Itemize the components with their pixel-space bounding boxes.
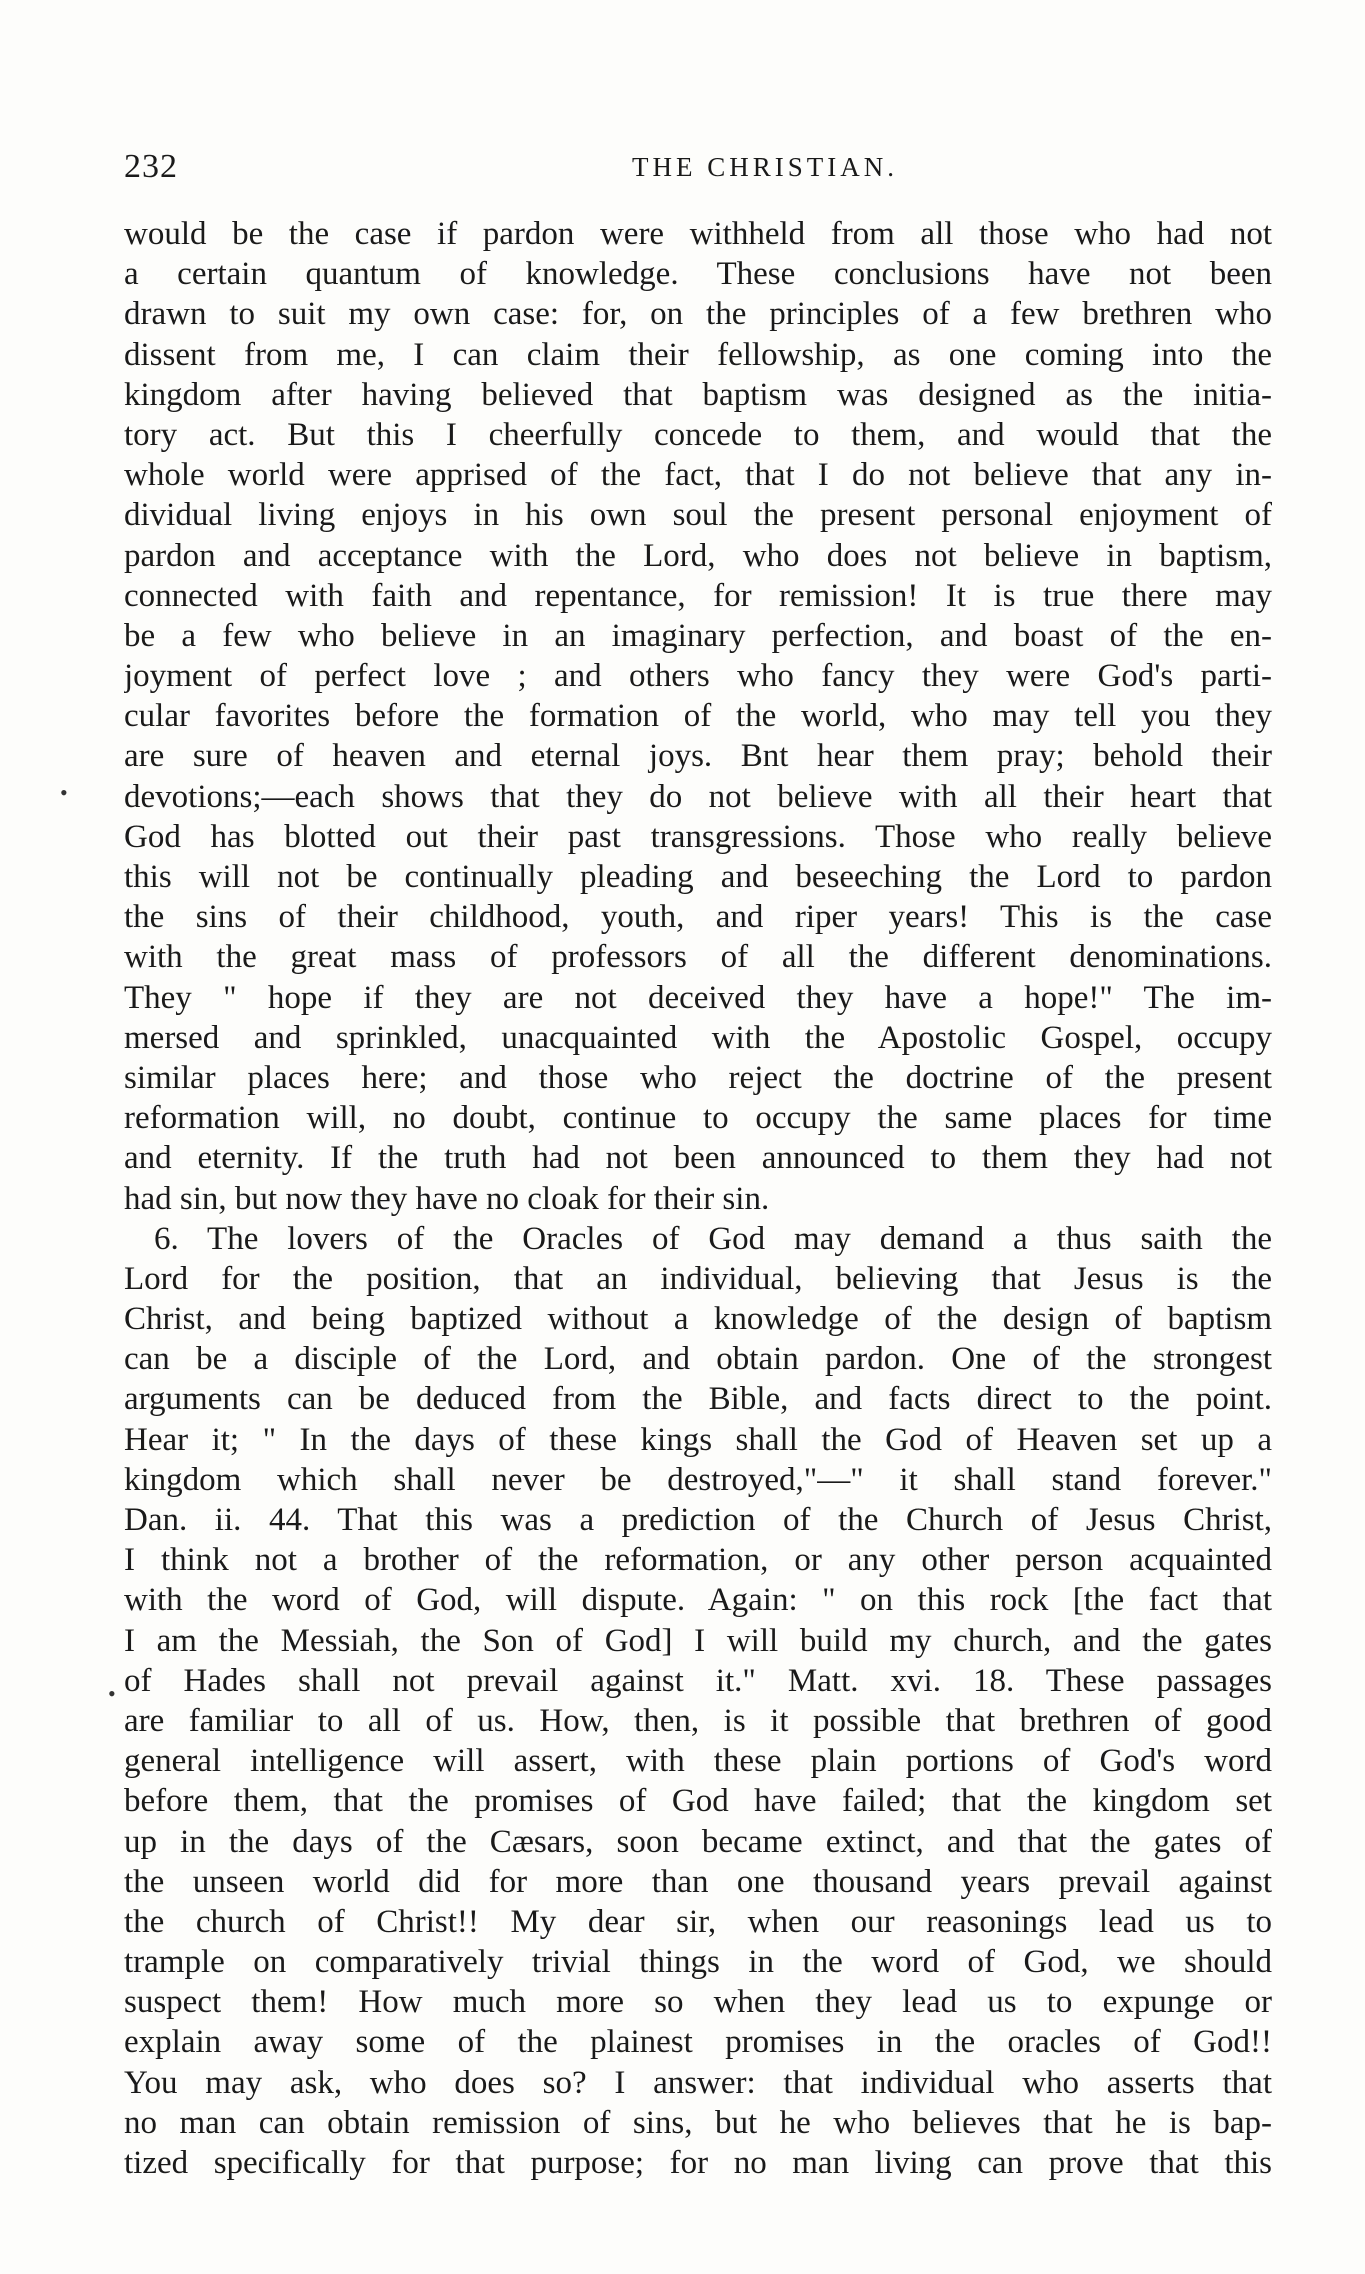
- text-line: the church of Christ!! My dear sir, when our reasonings lead us to: [124, 1903, 1272, 1940]
- text-line: are sure of heaven and eternal joys. Bnt hear them pray; behold their: [124, 738, 1272, 775]
- text-line: I am the Messiah, the Son of God] I will build my church, and the gates: [124, 1622, 1272, 1659]
- text-line: the sins of their childhood, youth, and riper years! This is the case: [124, 899, 1272, 936]
- text-line: no man can obtain remission of sins, but he who believes that he is bap-: [124, 2104, 1272, 2141]
- text-line: explain away some of the plainest promises in the oracles of God!!: [124, 2024, 1272, 2061]
- margin-dot: •: [108, 1681, 116, 1706]
- text-line: Hear it; " In the days of these kings shall the God of Heaven set up a: [124, 1421, 1272, 1458]
- text-line: joyment of perfect love ; and others who fancy they were God's parti-: [124, 658, 1272, 695]
- text-line: can be a disciple of the Lord, and obtain pardon. One of the strongest: [124, 1341, 1272, 1378]
- text-line: with the word of God, will dispute. Again: " on this rock [the fact that: [124, 1582, 1272, 1619]
- text-line: tized specifically for that purpose; for no man living can prove that this: [124, 2145, 1272, 2181]
- text-line: would be the case if pardon were withheld from all those who had not: [124, 216, 1272, 252]
- body-text: [124, 214, 1272, 2183]
- text-line: are familiar to all of us. How, then, is it possible that brethren of good: [124, 1702, 1272, 1739]
- text-line: I think not a brother of the reformation, or any other person acquainted: [124, 1542, 1272, 1579]
- text-line: drawn to suit my own case: for, on the principles of a few brethren who: [124, 296, 1272, 333]
- text-line: up in the days of the Cæsars, soon became extinct, and that the gates of: [124, 1823, 1272, 1860]
- text-line: arguments can be deduced from the Bible, and facts direct to the point.: [124, 1381, 1272, 1418]
- text-line: cular favorites before the formation of the world, who may tell you they: [124, 698, 1272, 735]
- paragraph-start-line: 6. The lovers of the Oracles of God may demand a thus saith the: [154, 1220, 1272, 1257]
- text-line: trample on comparatively trivial things in the word of God, we should: [124, 1944, 1272, 1981]
- text-line: connected with faith and repentance, for remission! It is true there may: [124, 577, 1272, 614]
- running-title: THE CHRISTIAN.: [632, 152, 898, 182]
- text-line: kingdom which shall never be destroyed,"—" it shall stand forever.": [124, 1461, 1272, 1498]
- text-line: God has blotted out their past transgressions. Those who really believe: [124, 818, 1272, 855]
- text-line: general intelligence will assert, with these plain portions of God's word: [124, 1743, 1272, 1780]
- text-line: whole world were apprised of the fact, that I do not believe that any in-: [124, 457, 1272, 494]
- text-line: dissent from me, I can claim their fellowship, as one coming into the: [124, 336, 1272, 373]
- text-line: suspect them! How much more so when they lead us to expunge or: [124, 1984, 1272, 2021]
- text-line: similar places here; and those who reject the doctrine of the present: [124, 1059, 1272, 1096]
- text-line: dividual living enjoys in his own soul the present personal enjoyment of: [124, 497, 1272, 534]
- text-line: the unseen world did for more than one thousand years prevail against: [124, 1863, 1272, 1900]
- text-line: They " hope if they are not deceived they have a hope!" The im-: [124, 979, 1272, 1016]
- text-line: a certain quantum of knowledge. These conclusions have not been: [124, 256, 1272, 293]
- text-line: be a few who believe in an imaginary perfection, and boast of the en-: [124, 617, 1272, 654]
- margin-dot: •: [60, 780, 68, 805]
- paragraph-end-line: had sin, but now they have no cloak for their sin.: [124, 1180, 770, 1217]
- text-line: Christ, and being baptized without a knowledge of the design of baptism: [124, 1301, 1272, 1338]
- text-line: reformation will, no doubt, continue to occupy the same places for time: [124, 1100, 1272, 1137]
- text-line: Lord for the position, that an individual, believing that Jesus is the: [124, 1260, 1272, 1297]
- text-line: You may ask, who does so? I answer: that individual who asserts that: [124, 2064, 1272, 2101]
- text-line: devotions;—each shows that they do not believe with all their heart that: [124, 778, 1272, 815]
- text-line: of Hades shall not prevail against it." Matt. xvi. 18. These passages: [124, 1662, 1272, 1699]
- text-line: this will not be continually pleading and beseeching the Lord to pardon: [124, 859, 1272, 895]
- text-line: kingdom after having believed that baptism was designed as the initia-: [124, 376, 1272, 413]
- text-line: tory act. But this I cheerfully concede to them, and would that the: [124, 416, 1272, 453]
- text-line: Dan. ii. 44. That this was a prediction of the Church of Jesus Christ,: [124, 1502, 1272, 1538]
- text-line: with the great mass of professors of all the different denominations.: [124, 939, 1272, 976]
- text-line: mersed and sprinkled, unacquainted with the Apostolic Gospel, occupy: [124, 1019, 1272, 1056]
- page-number: 232: [124, 148, 178, 185]
- text-line: pardon and acceptance with the Lord, who does not believe in baptism,: [124, 537, 1272, 574]
- text-line: before them, that the promises of God have failed; that the kingdom set: [124, 1783, 1272, 1820]
- text-line: and eternity. If the truth had not been announced to them they had not: [124, 1140, 1272, 1177]
- running-head: [120, 148, 1290, 188]
